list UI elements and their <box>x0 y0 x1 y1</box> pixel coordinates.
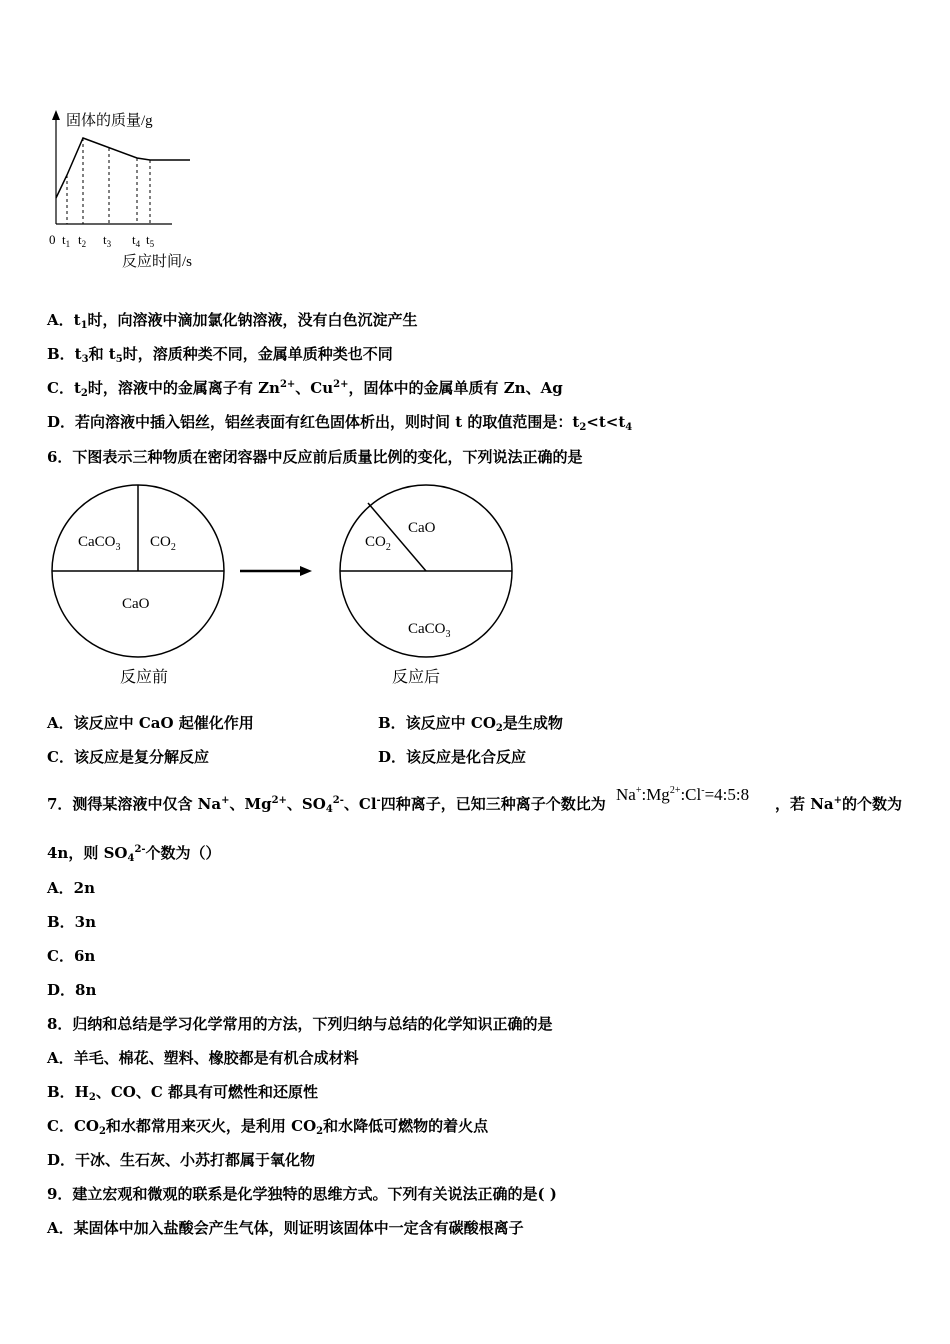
q9-option-a: A．某固体中加入盐酸会产生气体，则证明该固体中一定含有碳酸根离子 <box>47 1219 524 1237</box>
q7-option-b: B．3n <box>47 913 97 931</box>
q5-option-a: A．$t_1$时，向溶液中滴加氯化钠溶液，没有白色沉淀产生 <box>47 311 418 331</box>
before-caption: 反应前 <box>120 669 169 686</box>
mass-curve <box>56 138 190 198</box>
reaction-pie-diagram <box>40 478 560 688</box>
origin-label: 0 <box>49 232 56 247</box>
q6-option-b: B．该反应中 $CO_2$是生成物 <box>378 714 563 734</box>
after-caco3-label: CaCO$_3$ <box>408 621 451 640</box>
q6-stem: 6．下图表示三种物质在密闭容器中反应前后质量比例的变化，下列说法正确的是 <box>47 448 583 466</box>
q8-option-b: B．$H_2$、CO、C 都具有可燃性和还原性 <box>47 1083 318 1103</box>
y-axis-label: 固体的质量/g <box>66 113 153 129</box>
reaction-arrow-icon <box>300 566 312 576</box>
q8-stem: 8．归纳和总结是学习化学常用的方法，下列归纳与总结的化学知识正确的是 <box>47 1015 553 1033</box>
q6-option-a: A．该反应中 CaO 起催化作用 <box>47 714 254 732</box>
mass-time-graph <box>40 100 260 280</box>
after-caption: 反应后 <box>392 669 441 686</box>
before-co2-label: $CO_2$ <box>150 534 176 553</box>
q8-option-a: A．羊毛、棉花、塑料、橡胶都是有机合成材料 <box>47 1049 359 1067</box>
after-co2-label: $CO_2$ <box>365 534 391 553</box>
before-cao-label: CaO <box>122 596 150 612</box>
q6-option-d: D．该反应是化合反应 <box>378 748 527 766</box>
q8-option-c: C．$CO_2$和水都常用来灭火，是利用 $CO_2$和水降低可燃物的着火点 <box>47 1117 489 1137</box>
q7-ion-ratio: $Na^+:Mg^{2+}:Cl^-=4:5:8$ <box>616 785 750 804</box>
tick-label-t2: $t_2$ <box>78 232 87 249</box>
after-cao-label: CaO <box>408 520 436 536</box>
q7-option-c: C．6n <box>47 947 96 965</box>
q8-option-d: D．干冰、生石灰、小苏打都属于氧化物 <box>47 1151 316 1169</box>
q9-stem: 9．建立宏观和微观的联系是化学独特的思维方式。下列有关说法正确的是( ) <box>47 1185 557 1203</box>
tick-label-t5: $t_5$ <box>146 232 155 249</box>
y-axis-arrow-icon <box>52 110 60 120</box>
q6-option-c: C．该反应是复分解反应 <box>47 748 209 766</box>
q7-stem-line1-tail: ，若 Na+的个数为 <box>775 795 903 813</box>
q7-option-d: D．8n <box>47 981 97 999</box>
x-axis-label: 反应时间/s <box>122 254 193 270</box>
q5-option-b: B．$t_3$和 $t_5$时，溶质种类不同，金属单质种类也不同 <box>47 345 393 365</box>
tick-label-t3: $t_3$ <box>103 232 112 249</box>
q7-stem-line2: 4n，则 $SO_4^{2-}$个数为（） <box>47 844 221 864</box>
q7-stem-line1: 7．测得某溶液中仅含 Na+、$Mg^{2+}$、$SO_4^{2-}$、Cl-四种离子，已知三种离子个数比为 <box>47 795 606 815</box>
q5-option-c: C．$t_2$时，溶液中的金属离子有 $Zn^{2+}$、$Cu^{2+}$，固体中的金属单质有 Zn、Ag <box>47 379 563 399</box>
q7-option-a: A．2n <box>47 879 95 897</box>
before-caco3-label: CaCO$_3$ <box>78 534 121 553</box>
tick-label-t4: $t_4$ <box>132 232 141 249</box>
tick-label-t1: $t_1$ <box>62 232 71 249</box>
q5-option-d: D．若向溶液中插入铝丝，铝丝表面有红色固体析出，则时间 t 的取值范围是：$t_2<t<t_4$ <box>47 413 633 433</box>
